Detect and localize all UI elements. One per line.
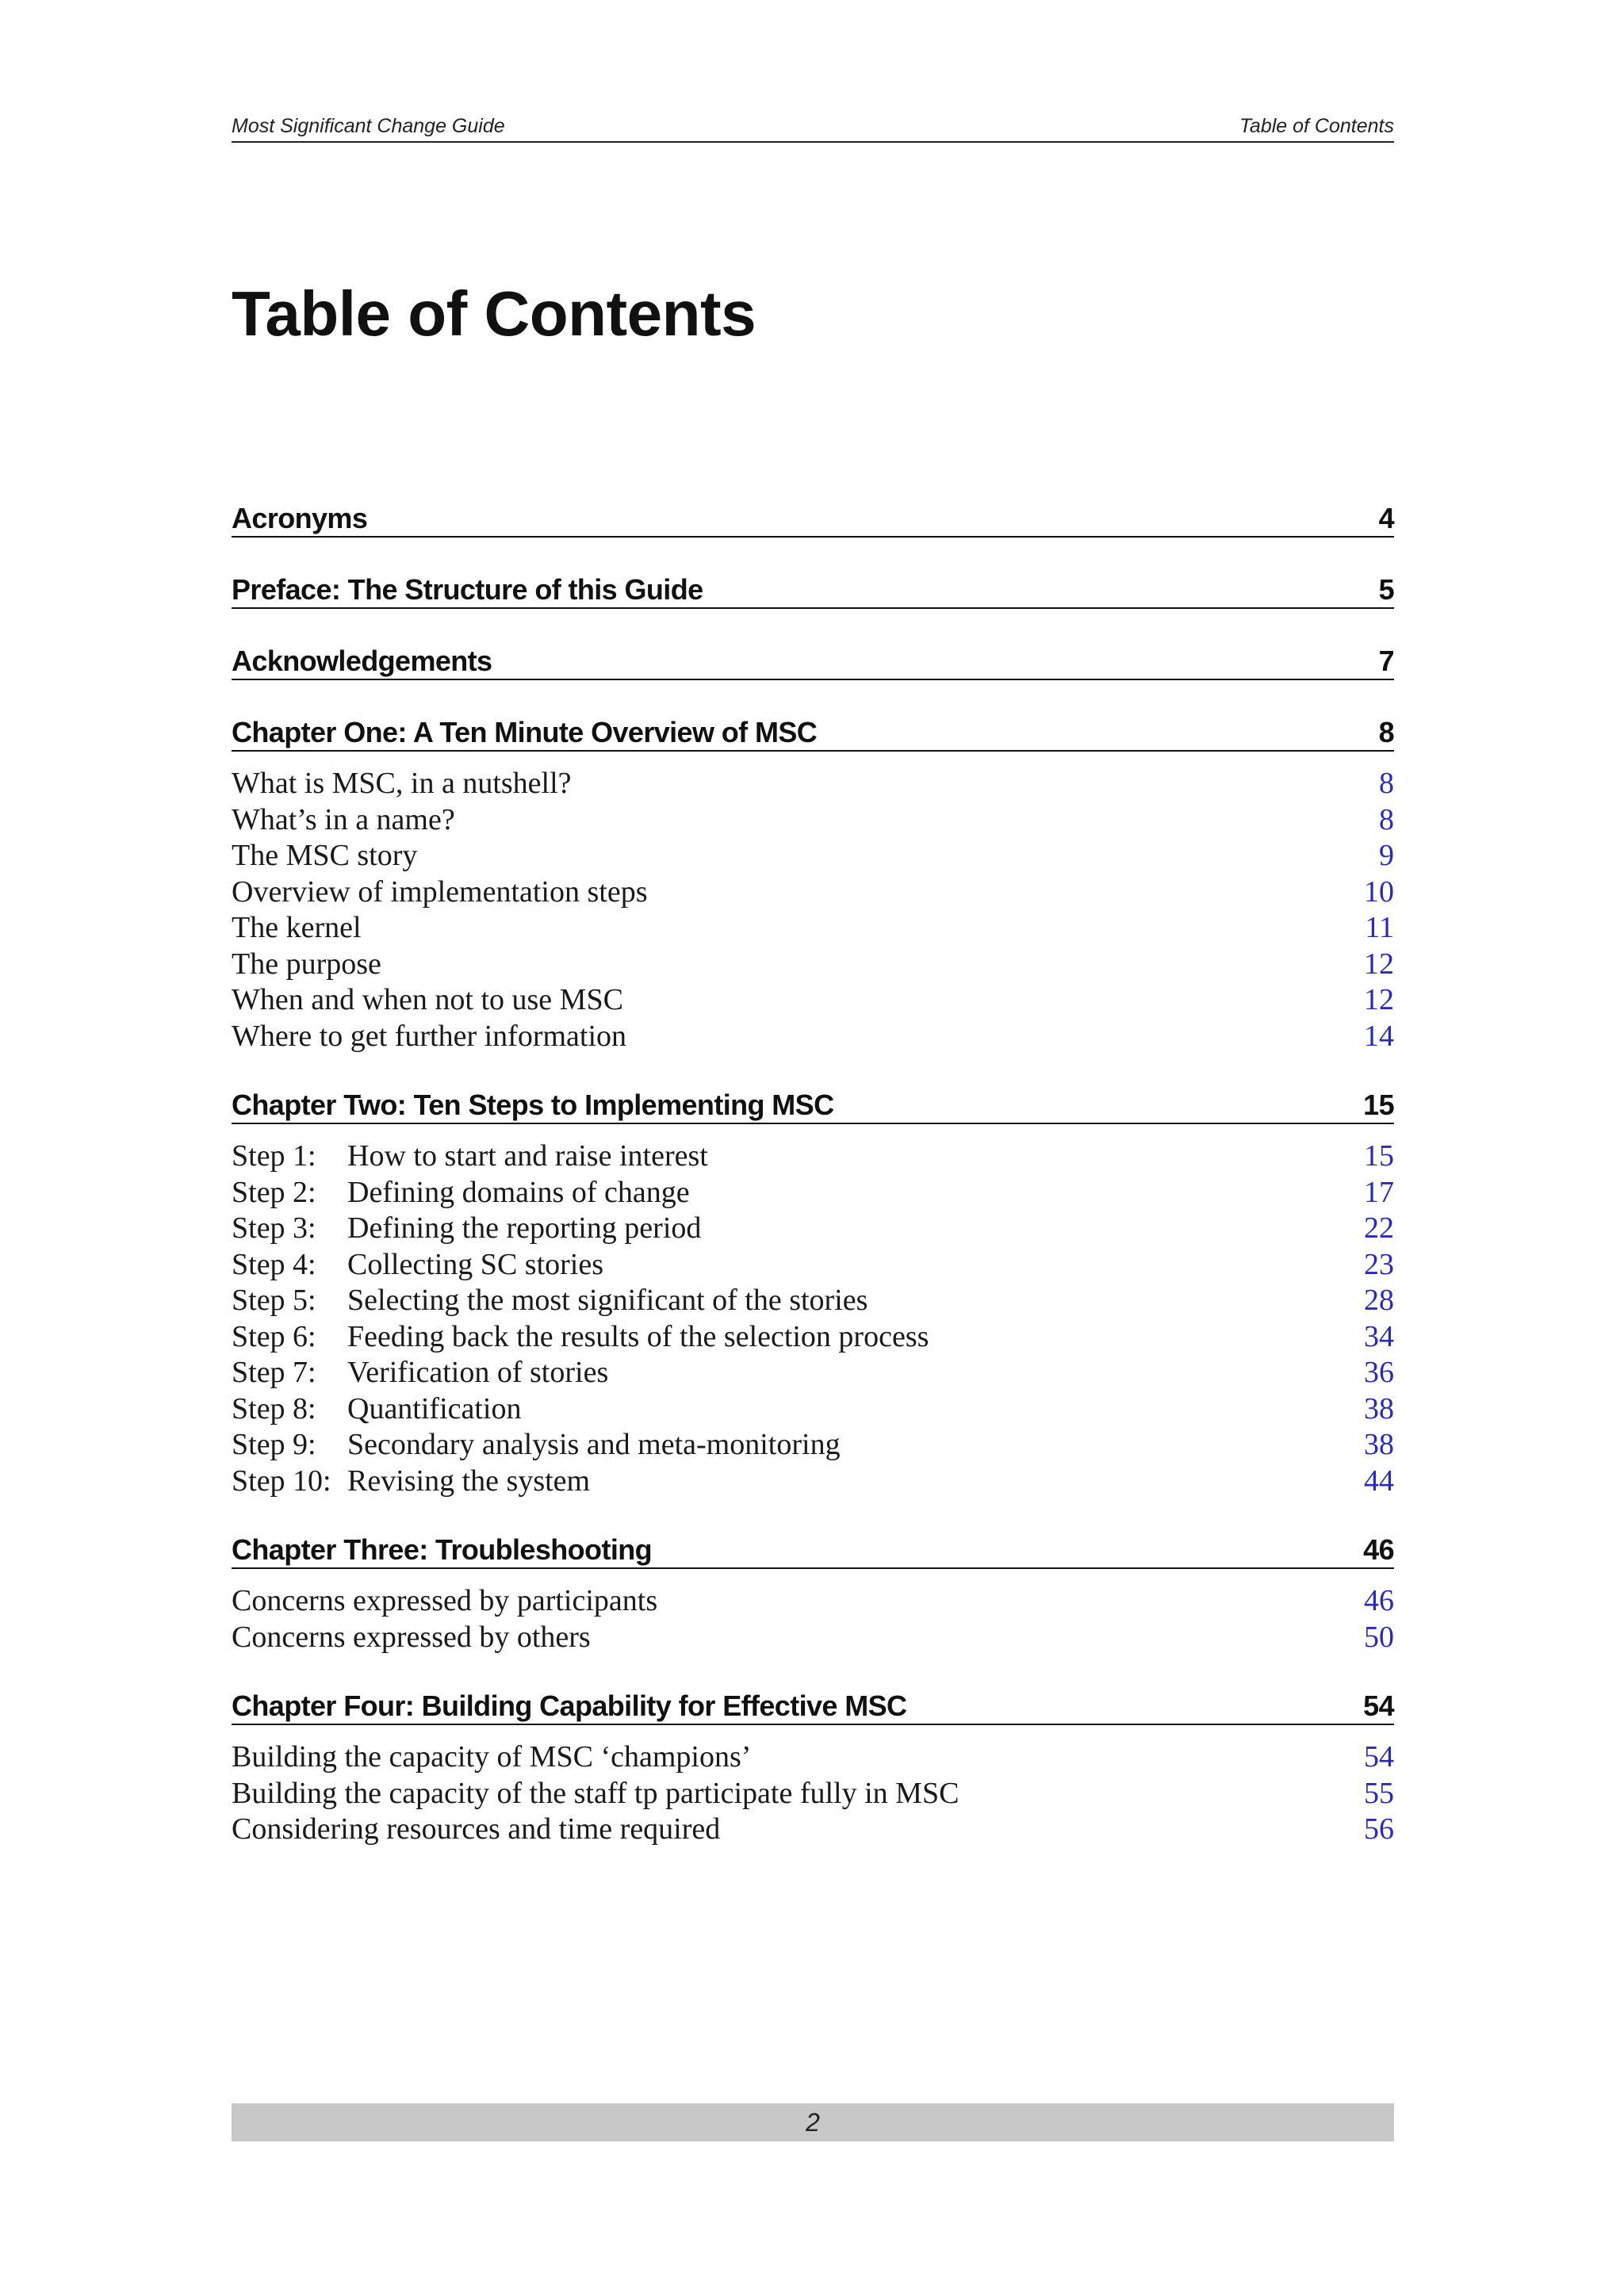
toc-heading-page: 4 [1378, 502, 1394, 534]
toc-entry-label: Collecting SC stories [347, 1247, 603, 1281]
toc-entry[interactable] [232, 982, 1394, 1019]
toc-section-heading[interactable] [232, 501, 1394, 538]
toc-entry-label: Building the capacity of the staff tp participate fully in MSC [232, 1776, 959, 1810]
toc-entry-step: Step 10: [232, 1464, 331, 1498]
toc-entry-page: 44 [1364, 1464, 1394, 1498]
toc-entry-step: Step 9: [232, 1428, 316, 1461]
toc-entry[interactable] [232, 947, 1394, 983]
toc-entry-label: The MSC story [232, 839, 418, 872]
toc-entry-step: Step 8: [232, 1391, 316, 1425]
toc-entry-page: 15 [1364, 1139, 1394, 1173]
toc-entry-label: The purpose [232, 947, 381, 981]
toc-entry[interactable] [232, 1247, 1394, 1284]
page-footer [232, 2103, 1394, 2141]
toc-entry-step: Step 1: [232, 1139, 316, 1173]
toc-entry[interactable] [232, 838, 1394, 874]
toc-section [232, 644, 1394, 680]
toc-entry-page: 17 [1364, 1175, 1394, 1209]
toc-entry-label: Secondary analysis and meta-monitoring [347, 1428, 841, 1461]
toc-entry-step: Step 4: [232, 1247, 316, 1281]
toc-heading-title: Chapter Four: Building Capability for Effective MSC [232, 1689, 907, 1722]
toc-heading-title: Acknowledgements [232, 645, 492, 677]
toc-entry-label-group [232, 838, 417, 874]
toc-entry-label-group [232, 1019, 626, 1055]
toc-entry-label: What is MSC, in a nutshell? [232, 767, 572, 800]
toc-entry-page: 34 [1364, 1319, 1394, 1353]
toc-section [232, 572, 1394, 609]
toc-entry-label-group [232, 1620, 591, 1656]
table-of-contents [232, 501, 1394, 1881]
toc-entry-label: What’s in a name? [232, 802, 455, 836]
toc-entry[interactable] [232, 1019, 1394, 1055]
toc-section-heading[interactable] [232, 572, 1394, 609]
toc-entry-label: Concerns expressed by participants [232, 1584, 658, 1617]
toc-heading-title: Acronyms [232, 502, 368, 534]
toc-section [232, 1689, 1394, 1848]
toc-entry-label-group [232, 1776, 959, 1812]
toc-entry-label: Overview of implementation steps [232, 874, 648, 909]
toc-entry-page: 8 [1379, 767, 1394, 800]
toc-entry-label: Where to get further information [232, 1019, 627, 1053]
toc-entry[interactable] [232, 1211, 1394, 1247]
toc-entry[interactable] [232, 1138, 1394, 1175]
toc-entry-label: Concerns expressed by others [232, 1620, 591, 1654]
toc-entry-label: Defining the reporting period [347, 1211, 702, 1245]
toc-section-heading[interactable] [232, 644, 1394, 680]
toc-entry[interactable] [232, 1464, 1394, 1500]
toc-entry-list [232, 1138, 1394, 1499]
toc-entry[interactable] [232, 1739, 1394, 1776]
toc-entry-label: Building the capacity of MSC ‘champions’ [232, 1740, 752, 1774]
toc-entry-page: 10 [1364, 874, 1394, 909]
toc-entry-label-group [232, 982, 623, 1019]
toc-entry-label-group [232, 874, 648, 911]
toc-entry-list [232, 1739, 1394, 1848]
footer-page-number: 2 [806, 2108, 820, 2137]
toc-heading-page: 15 [1363, 1089, 1394, 1121]
toc-entry-label: Feeding back the results of the selection process [347, 1319, 929, 1353]
toc-entry-page: 12 [1364, 983, 1394, 1016]
toc-entry-page: 8 [1379, 802, 1394, 836]
toc-heading-page: 46 [1363, 1533, 1394, 1566]
toc-entry-label-group [232, 947, 381, 983]
toc-entry-page: 23 [1364, 1247, 1394, 1281]
toc-section-heading[interactable] [232, 1088, 1394, 1124]
toc-section-heading[interactable] [232, 1689, 1394, 1725]
toc-entry-label-group [232, 1211, 701, 1247]
toc-entry-page: 22 [1364, 1211, 1394, 1245]
toc-entry-label: The kernel [232, 911, 362, 944]
toc-entry-page: 55 [1364, 1776, 1394, 1810]
toc-entry-label: How to start and raise interest [347, 1139, 708, 1173]
toc-entry-label: Defining domains of change [347, 1175, 690, 1209]
toc-entry[interactable] [232, 1391, 1394, 1428]
toc-entry-page: 38 [1364, 1428, 1394, 1461]
toc-entry-label-group [232, 1391, 521, 1428]
header-left: Most Significant Change Guide [232, 115, 505, 137]
toc-entry-list [232, 766, 1394, 1054]
toc-entry[interactable] [232, 1355, 1394, 1391]
toc-entry-label: When and when not to use MSC [232, 983, 623, 1016]
toc-entry[interactable] [232, 1812, 1394, 1848]
toc-entry-label-group [232, 1138, 708, 1175]
toc-entry[interactable] [232, 910, 1394, 947]
toc-heading-title: Preface: The Structure of this Guide [232, 573, 703, 606]
toc-entry-label-group [232, 1175, 690, 1211]
toc-entry[interactable] [232, 1175, 1394, 1211]
toc-section-heading[interactable] [232, 715, 1394, 752]
toc-section [232, 501, 1394, 538]
toc-heading-title: Chapter One: A Ten Minute Overview of MSC [232, 716, 818, 748]
toc-entry-page: 28 [1364, 1284, 1394, 1317]
toc-entry-label-group [232, 1812, 720, 1848]
toc-entry-label-group [232, 1247, 603, 1284]
toc-entry[interactable] [232, 766, 1394, 802]
toc-entry-page: 56 [1364, 1812, 1394, 1846]
toc-entry[interactable] [232, 1283, 1394, 1319]
toc-entry-label: Revising the system [347, 1464, 591, 1498]
toc-entry-list [232, 1583, 1394, 1655]
toc-entry-label-group [232, 910, 362, 947]
toc-heading-title: Chapter Three: Troubleshooting [232, 1533, 653, 1566]
toc-entry[interactable] [232, 1620, 1394, 1656]
toc-heading-page: 54 [1363, 1689, 1394, 1722]
toc-entry-page: 46 [1364, 1584, 1394, 1617]
toc-entry-page: 14 [1364, 1019, 1394, 1053]
toc-section [232, 715, 1394, 1054]
toc-entry-label-group [232, 1583, 657, 1620]
toc-entry[interactable] [232, 1319, 1394, 1356]
running-header [232, 115, 1394, 143]
toc-entry[interactable] [232, 1427, 1394, 1464]
toc-entry[interactable] [232, 802, 1394, 839]
toc-heading-page: 5 [1378, 573, 1394, 606]
toc-entry-page: 50 [1364, 1620, 1394, 1654]
toc-heading-page: 7 [1378, 645, 1394, 677]
toc-entry-label-group [232, 1319, 929, 1356]
toc-section-heading[interactable] [232, 1533, 1394, 1569]
toc-entry-label-group [232, 1283, 868, 1319]
toc-entry-step: Step 2: [232, 1175, 316, 1209]
toc-heading-title: Chapter Two: Ten Steps to Implementing MSC [232, 1089, 834, 1121]
page-title: Table of Contents [232, 278, 756, 349]
toc-entry-page: 12 [1364, 947, 1394, 981]
toc-entry-label: Quantification [347, 1391, 522, 1425]
toc-entry-label: Verification of stories [347, 1356, 609, 1389]
toc-entry-label-group [232, 1355, 608, 1391]
toc-section [232, 1088, 1394, 1499]
toc-entry-page: 11 [1365, 911, 1394, 944]
header-right: Table of Contents [1239, 115, 1394, 137]
toc-entry[interactable] [232, 874, 1394, 911]
toc-entry-label: Selecting the most significant of the stories [347, 1284, 868, 1317]
toc-entry-step: Step 3: [232, 1211, 316, 1245]
toc-entry-label: Considering resources and time required [232, 1812, 721, 1846]
toc-entry-page: 36 [1364, 1356, 1394, 1389]
toc-entry-label-group [232, 1427, 841, 1464]
toc-entry[interactable] [232, 1583, 1394, 1620]
toc-entry-label-group [232, 802, 455, 839]
toc-entry-label-group [232, 1464, 590, 1500]
toc-entry-label-group [232, 1739, 751, 1776]
toc-heading-page: 8 [1378, 716, 1394, 748]
toc-entry-label-group [232, 766, 572, 802]
toc-entry-page: 38 [1364, 1391, 1394, 1425]
toc-entry-step: Step 6: [232, 1319, 316, 1353]
toc-entry-step: Step 5: [232, 1284, 316, 1317]
toc-entry[interactable] [232, 1776, 1394, 1812]
toc-entry-page: 54 [1364, 1740, 1394, 1774]
toc-section [232, 1533, 1394, 1655]
toc-entry-page: 9 [1379, 839, 1394, 872]
toc-entry-step: Step 7: [232, 1356, 316, 1389]
